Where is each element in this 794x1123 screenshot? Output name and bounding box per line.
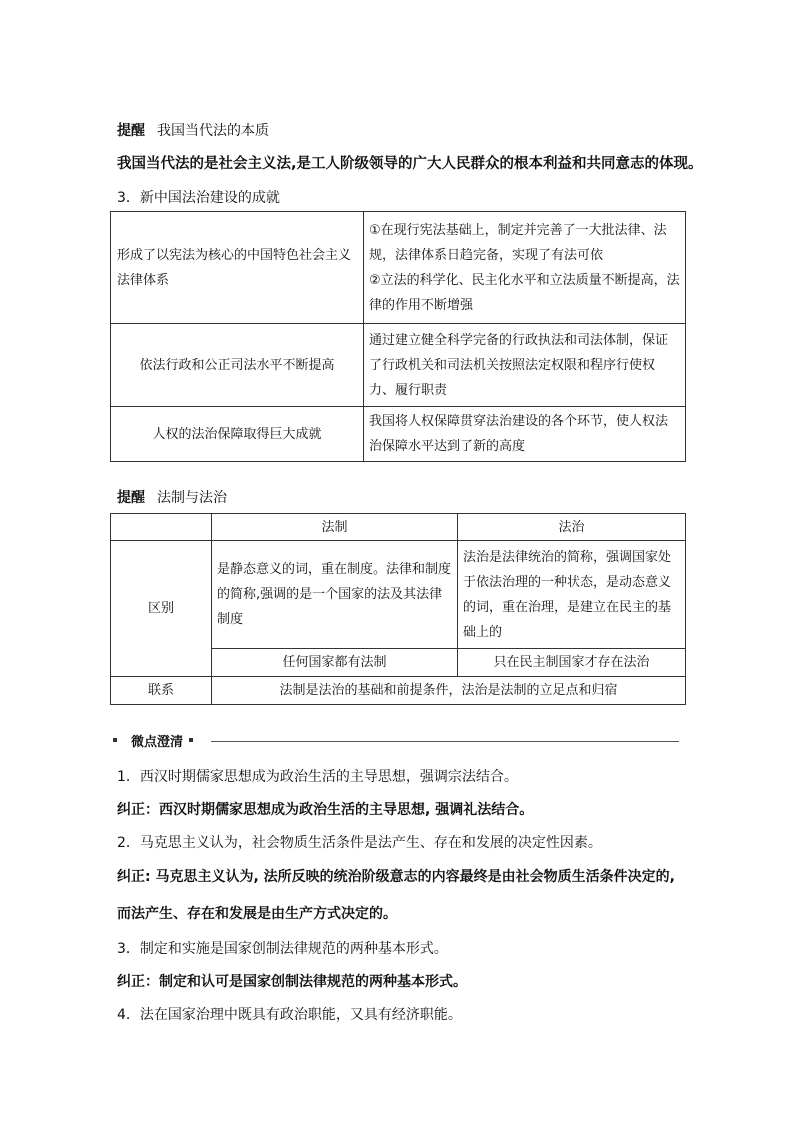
table-row bbox=[111, 212, 686, 324]
clarify-item-3-correction: 纠正：制定和认可是国家创制法律规范的两种基本形式。 bbox=[117, 974, 467, 990]
clarify-item-1-correction: 纠正：西汉时期儒家思想成为政治生活的主导思想, 强调礼法结合。 bbox=[117, 802, 534, 818]
detail-line: ①在现行宪法基础上，制定并完善了一大批法律、法规，法律体系日趋完备，实现了有法可依 bbox=[369, 222, 667, 263]
table-row bbox=[111, 541, 686, 649]
tip-label: 提醒 bbox=[117, 123, 145, 139]
achievement-detail: 我国将人权保障贯穿法治建设的各个环节，使人权法治保障水平达到了新的高度 bbox=[364, 407, 686, 462]
achievement-name: 依法行政和公正司法水平不断提高 bbox=[111, 324, 364, 407]
achievements-table bbox=[110, 211, 686, 462]
diff-fazhi-zhi2: 法治是法律统治的简称，强调国家处于依法治理的一种状态，是动态意义的词，重在治理，是建立在民主的基础上的 bbox=[458, 541, 686, 649]
column-header: 法治 bbox=[458, 514, 686, 541]
tip-fazhi bbox=[117, 487, 227, 507]
tip-label: 提醒 bbox=[117, 490, 145, 506]
tip-title: 我国当代法的本质 bbox=[157, 123, 269, 139]
achievement-name: 形成了以宪法为核心的中国特色社会主义法律体系 bbox=[111, 212, 364, 324]
row-header-link: 联系 bbox=[111, 677, 212, 705]
exist-fazhi-zhi2: 只在民主制国家才存在法治 bbox=[458, 649, 686, 677]
clarify-section-header bbox=[113, 733, 679, 749]
table-row bbox=[111, 407, 686, 462]
clarify-title: 微点澄清 bbox=[131, 735, 184, 750]
clarify-item-2-question: 2．马克思主义认为，社会物质生活条件是法产生、存在和发展的决定性因素。 bbox=[117, 835, 602, 851]
clarify-item-3-question: 3．制定和实施是国家创制法律规范的两种基本形式。 bbox=[117, 941, 448, 957]
compare-table bbox=[110, 513, 686, 705]
section-heading-achievements: 3．新中国法治建设的成就 bbox=[117, 190, 280, 206]
tip-essence bbox=[117, 120, 269, 140]
exist-fazhi-zhi: 任何国家都有法制 bbox=[212, 649, 458, 677]
achievement-detail bbox=[364, 212, 686, 324]
table-row bbox=[111, 677, 686, 705]
square-bullet-icon bbox=[189, 738, 193, 742]
diff-fazhi-zhi: 是静态意义的词，重在制度。法律和制度的简称,强调的是一个国家的法及其法律制度 bbox=[212, 541, 458, 649]
clarify-item-1-question: 1．西汉时期儒家思想成为政治生活的主导思想，强调宗法结合。 bbox=[117, 769, 518, 785]
achievement-detail: 通过建立健全科学完备的行政执法和司法体制，保证了行政机关和司法机关按照法定权限和程序行使权力、履行职责 bbox=[364, 324, 686, 407]
blank-header-cell bbox=[111, 514, 212, 541]
column-header: 法制 bbox=[212, 514, 458, 541]
table-row bbox=[111, 324, 686, 407]
clarify-item-2-correction: 纠正: 马克思主义认为, 法所反映的统治阶级意志的内容最终是由社会物质生活条件决定的, bbox=[117, 869, 675, 885]
link-text: 法制是法治的基础和前提条件，法治是法制的立足点和归宿 bbox=[212, 677, 686, 705]
essence-statement: 我国当代法的是社会主义法,是工人阶级领导的广大人民群众的根本利益和共同意志的体现。 bbox=[117, 156, 703, 172]
table-header-row bbox=[111, 514, 686, 541]
detail-line: ②立法的科学化、民主化水平和立法质量不断提高，法律的作用不断增强 bbox=[369, 272, 680, 313]
divider bbox=[211, 741, 679, 742]
square-bullet-icon bbox=[113, 738, 117, 742]
achievement-name: 人权的法治保障取得巨大成就 bbox=[111, 407, 364, 462]
clarify-item-2-correction-cont: 而法产生、存在和发展是由生产方式决定的。 bbox=[117, 906, 397, 922]
clarify-item-4-question: 4．法在国家治理中既具有政治职能，又具有经济职能。 bbox=[117, 1007, 462, 1023]
row-header-diff: 区别 bbox=[111, 541, 212, 677]
tip-title: 法制与法治 bbox=[157, 490, 227, 506]
